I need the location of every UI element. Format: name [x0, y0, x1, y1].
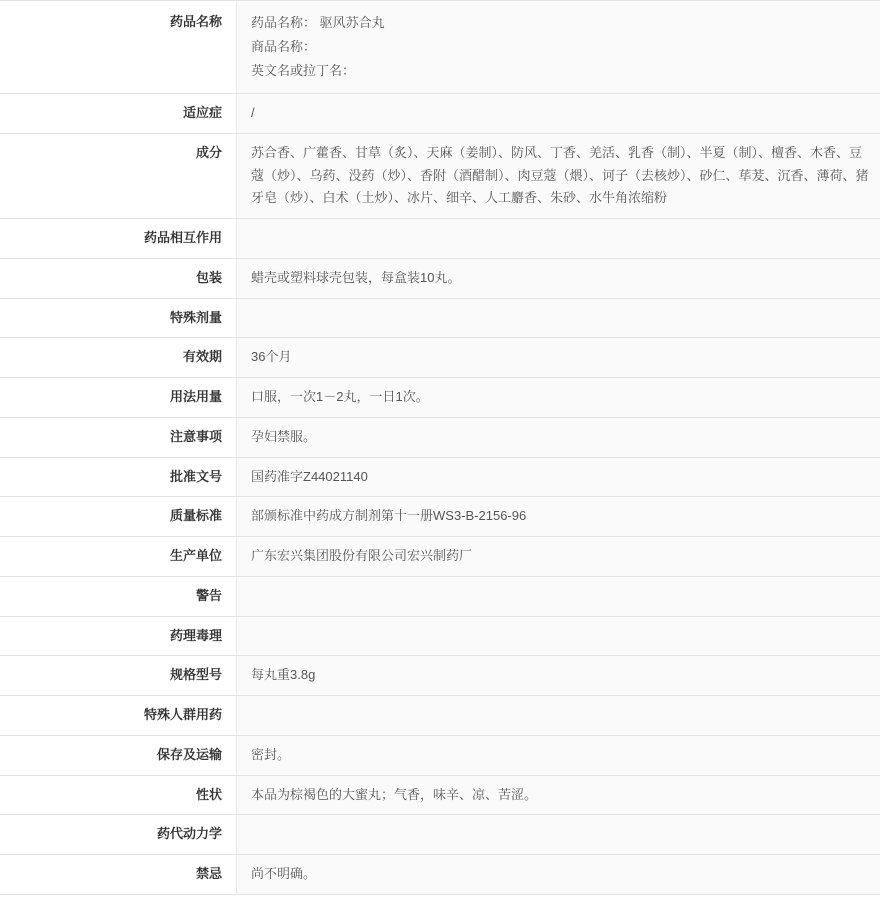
row-value-manufacturer: 广东宏兴集团股份有限公司宏兴制药厂	[237, 537, 880, 577]
row-value-ingredients: 苏合香、广藿香、甘草（炙）、天麻（姜制）、防风、丁香、羌活、乳香（制）、半夏（制）、檀香、木香、豆蔻（炒）、乌药、没药（炒）、香附（酒醋制）、肉豆蔻（煨）、诃子（去核炒）、砂仁、荜茇、沉香、薄荷、猪牙皂（炒）、白术（土炒）、冰片、细辛、人工麝香、朱砂、水牛角浓缩粉	[237, 133, 880, 218]
row-value-specification: 每丸重3.8g	[237, 656, 880, 696]
row-label-ingredients: 成分	[0, 133, 237, 218]
table-row-drug-interactions	[0, 219, 880, 259]
table-row-precautions	[0, 417, 880, 457]
row-value-drug-interactions	[237, 219, 880, 259]
drug-name-line: 药品名称： 驱风苏合丸	[251, 15, 385, 30]
row-label-pharmacokinetics: 药代动力学	[0, 815, 237, 855]
table-row-drug-name	[0, 1, 880, 94]
table-row-storage-transport	[0, 735, 880, 775]
table-row-contraindications	[0, 855, 880, 895]
row-value-drug-name	[237, 1, 880, 94]
row-value-appearance: 本品为棕褐色的大蜜丸；气香，味辛、凉、苦涩。	[237, 775, 880, 815]
row-label-dosage-administration: 用法用量	[0, 378, 237, 418]
table-row-quality-standard	[0, 497, 880, 537]
table-row-approval-number	[0, 457, 880, 497]
row-label-approval-number: 批准文号	[0, 457, 237, 497]
table-row-specification	[0, 656, 880, 696]
table-row-shelf-life	[0, 338, 880, 378]
row-label-drug-interactions: 药品相互作用	[0, 219, 237, 259]
english-name-line: 英文名或拉丁名：	[251, 63, 356, 79]
row-label-packaging: 包装	[0, 258, 237, 298]
row-value-indications: /	[237, 94, 880, 134]
row-label-special-dosage: 特殊剂量	[0, 298, 237, 338]
row-label-drug-name: 药品名称	[0, 1, 237, 94]
row-label-contraindications: 禁忌	[0, 855, 237, 895]
table-row-appearance	[0, 775, 880, 815]
table-row-warnings	[0, 576, 880, 616]
row-value-shelf-life: 36个月	[237, 338, 880, 378]
table-row-indications	[0, 94, 880, 134]
row-value-quality-standard: 部颁标准中药成方制剂第十一册WS3-B-2156-96	[237, 497, 880, 537]
row-label-quality-standard: 质量标准	[0, 497, 237, 537]
row-value-contraindications: 尚不明确。	[237, 855, 880, 895]
table-row-ingredients	[0, 133, 880, 218]
row-label-appearance: 性状	[0, 775, 237, 815]
trade-name-line: 商品名称：	[251, 39, 317, 55]
row-label-indications: 适应症	[0, 94, 237, 134]
row-value-approval-number: 国药准字Z44021140	[237, 457, 880, 497]
row-label-precautions: 注意事项	[0, 417, 237, 457]
drug-info-table-body	[0, 1, 880, 895]
table-row-packaging	[0, 258, 880, 298]
table-row-manufacturer	[0, 537, 880, 577]
row-value-storage-transport: 密封。	[237, 735, 880, 775]
table-row-special-population	[0, 696, 880, 736]
row-value-pharmacology-toxicology	[237, 616, 880, 656]
row-value-special-dosage	[237, 298, 880, 338]
row-label-special-population: 特殊人群用药	[0, 696, 237, 736]
table-row-dosage-administration	[0, 378, 880, 418]
row-label-storage-transport: 保存及运输	[0, 735, 237, 775]
row-label-manufacturer: 生产单位	[0, 537, 237, 577]
row-value-precautions: 孕妇禁服。	[237, 417, 880, 457]
row-value-warnings	[237, 576, 880, 616]
row-value-dosage-administration: 口服，一次1－2丸，一日1次。	[237, 378, 880, 418]
row-value-pharmacokinetics	[237, 815, 880, 855]
table-row-pharmacokinetics	[0, 815, 880, 855]
table-row-special-dosage	[0, 298, 880, 338]
table-row-pharmacology-toxicology	[0, 616, 880, 656]
row-label-warnings: 警告	[0, 576, 237, 616]
row-label-shelf-life: 有效期	[0, 338, 237, 378]
row-value-packaging: 蜡壳或塑料球壳包装，每盒装10丸。	[237, 258, 880, 298]
row-value-special-population	[237, 696, 880, 736]
row-label-specification: 规格型号	[0, 656, 237, 696]
row-label-pharmacology-toxicology: 药理毒理	[0, 616, 237, 656]
